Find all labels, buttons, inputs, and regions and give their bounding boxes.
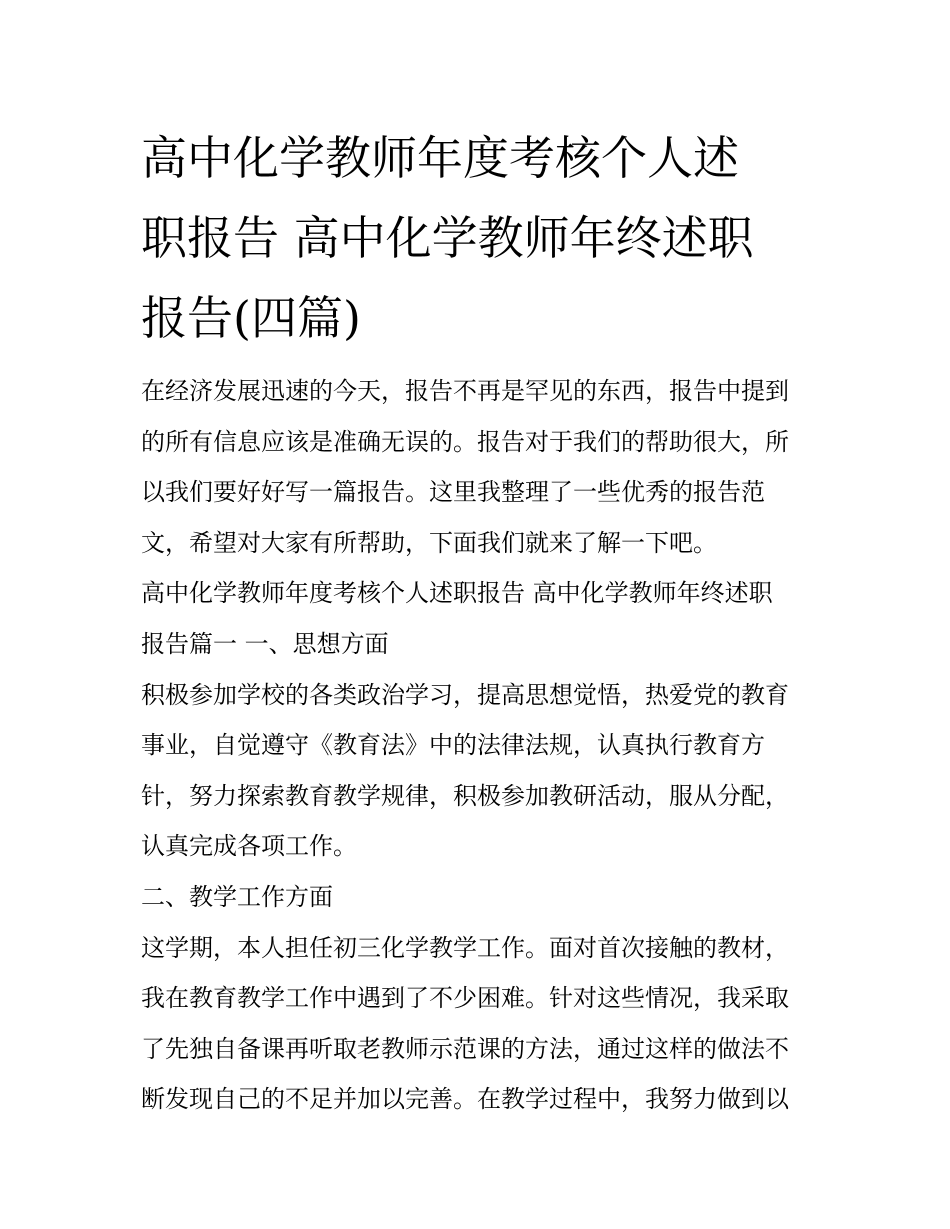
body-line: 积极参加学校的各类政治学习，提高思想觉悟，热爱党的教育 [141, 680, 789, 709]
title-line: 报告(四篇) [141, 291, 361, 345]
body-line: 这学期，本人担任初三化学教学工作。面对首次接触的教材， [141, 933, 789, 962]
body-line: 我在教育教学工作中遇到了不少困难。针对这些情况，我采取 [141, 984, 789, 1013]
body-line: 事业，自觉遵守《教育法》中的法律法规，认真执行教育方 [141, 731, 765, 760]
body-line: 在经济发展迅速的今天，报告不再是罕见的东西，报告中提到 [141, 377, 789, 405]
body-line: 文，希望对大家有所帮助，下面我们就来了解一下吧。 [141, 528, 717, 557]
body-line: 的所有信息应该是准确无误的。报告对于我们的帮助很大，所 [141, 427, 789, 456]
section-heading-line: 二、教学工作方面 [141, 882, 333, 911]
body-line: 了先独自备课再听取老教师示范课的方法，通过这样的做法不 [141, 1034, 789, 1063]
document-title [141, 118, 813, 358]
body-line: 针，努力探索教育教学规律，积极参加教研活动，服从分配， [141, 781, 789, 810]
body-line: 断发现自己的不足并加以完善。在教学过程中，我努力做到以 [141, 1085, 789, 1114]
body-line: 以我们要好好写一篇报告。这里我整理了一些优秀的报告范 [141, 478, 765, 507]
title-line: 职报告 高中化学教师年终述职 [141, 211, 754, 265]
section-heading-line: 高中化学教师年度考核个人述职报告 高中化学教师年终述职 [141, 579, 773, 608]
body-line: 认真完成各项工作。 [141, 832, 357, 861]
section-heading-line: 报告篇一 一、思想方面 [141, 629, 389, 658]
title-line: 高中化学教师年度考核个人述 [141, 131, 739, 185]
document-body [141, 366, 813, 1125]
document-content [141, 118, 813, 1125]
